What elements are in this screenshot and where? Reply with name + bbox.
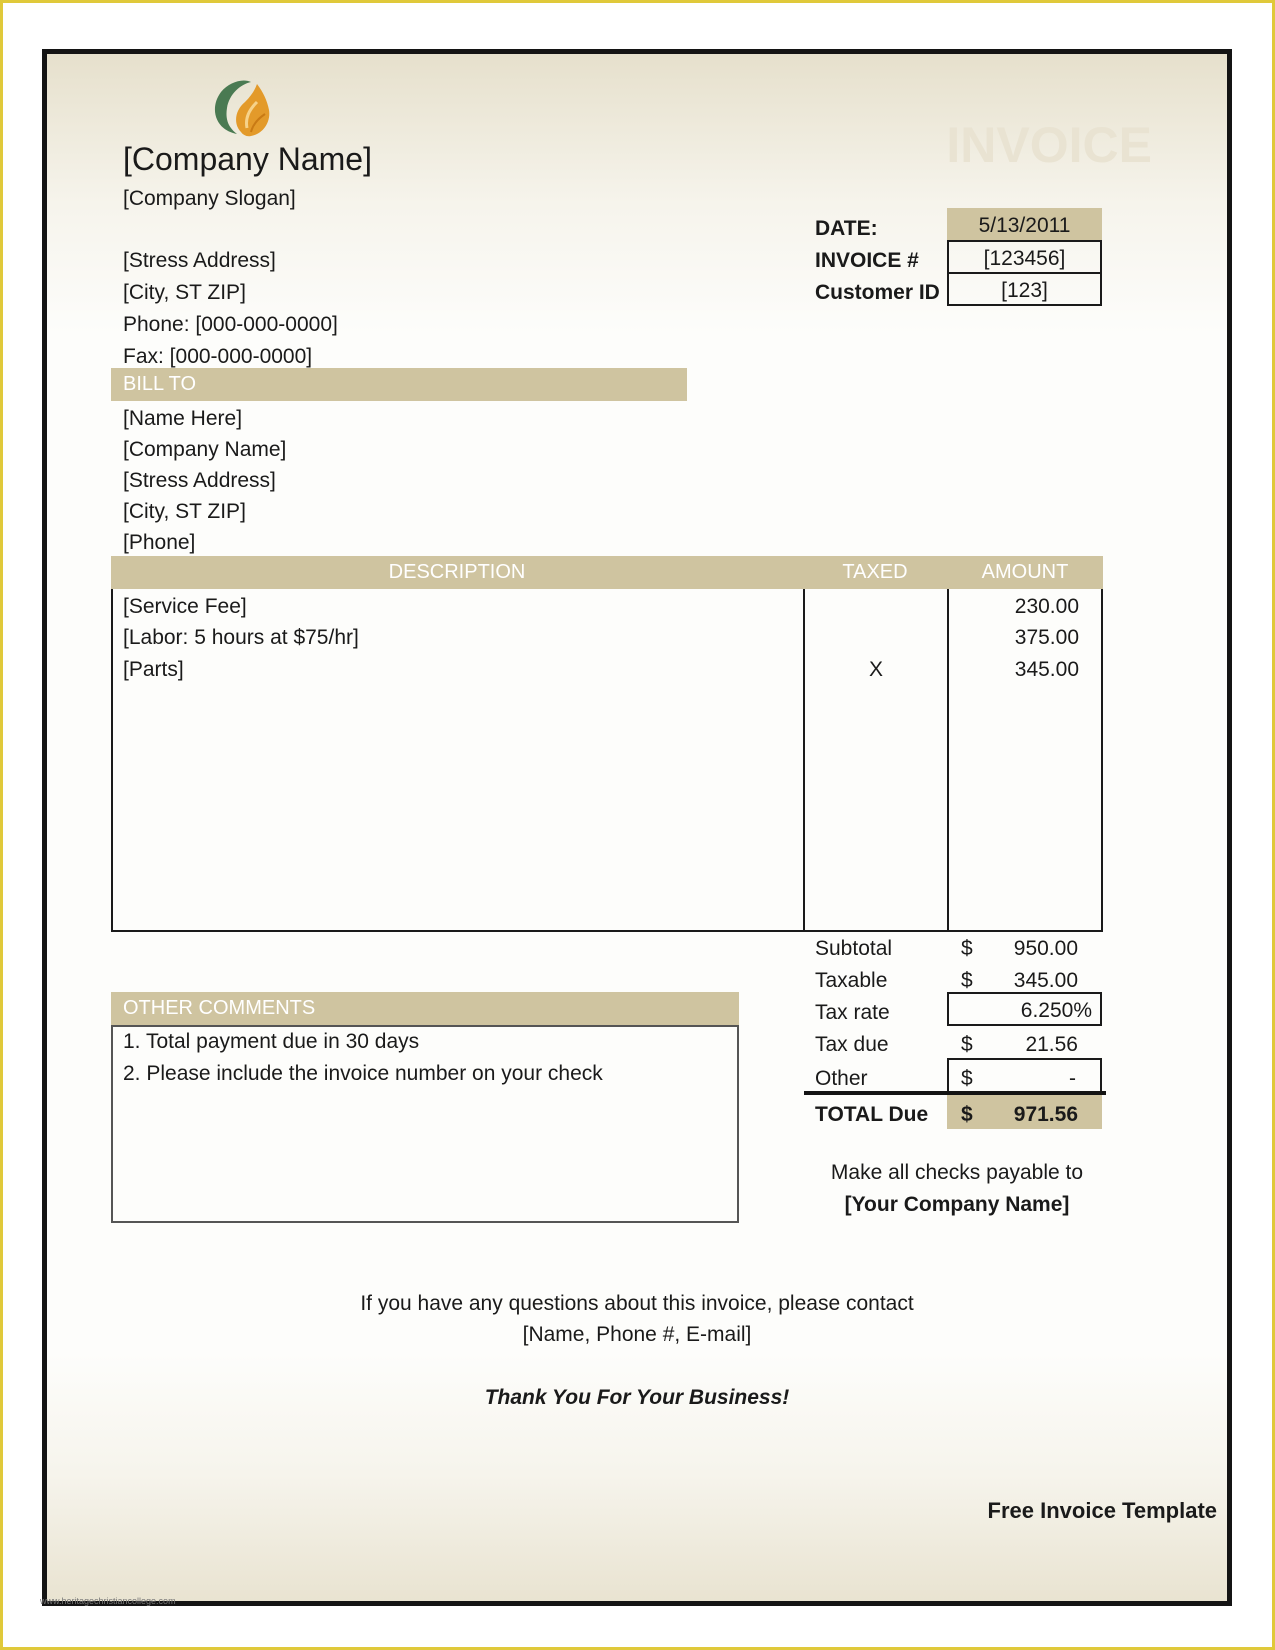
total-due-value: 971.56 <box>1013 1103 1078 1126</box>
other-field[interactable] <box>947 1058 1102 1092</box>
total-due-label: TOTAL Due <box>815 1103 929 1126</box>
company-fax: Fax: [000-000-0000] <box>123 345 313 368</box>
row-amount: 375.00 <box>1014 626 1079 649</box>
comments-header-label: OTHER COMMENTS <box>123 997 316 1019</box>
invoice-page <box>42 49 1232 1606</box>
row-description: [Parts] <box>123 658 184 681</box>
date-cell[interactable] <box>947 208 1102 240</box>
date-label: DATE: <box>815 217 878 240</box>
contact-line-2: [Name, Phone #, E-mail] <box>522 1323 752 1346</box>
comment-line-2: 2. Please include the invoice number on your check <box>123 1062 603 1085</box>
bill-to-city: [City, ST ZIP] <box>123 500 246 523</box>
subtotal-label: Subtotal <box>815 937 893 960</box>
items-header <box>111 556 1103 589</box>
company-address: [Stress Address] <box>123 249 276 272</box>
date-value: 5/13/2011 <box>978 214 1071 237</box>
footer-label: Free Invoice Template <box>987 1498 1217 1523</box>
invoice-number-value: [123456] <box>983 247 1066 270</box>
subtotal-currency: $ <box>961 937 973 960</box>
customer-id-field[interactable] <box>947 272 1102 306</box>
customer-id-value: [123] <box>1001 279 1048 302</box>
company-phone: Phone: [000-000-0000] <box>123 313 338 336</box>
row-taxed: X <box>868 658 883 681</box>
tax-rate-field[interactable] <box>947 992 1102 1026</box>
row-amount: 345.00 <box>1014 658 1079 681</box>
bill-to-header-label: BILL TO <box>123 373 197 395</box>
items-table-body <box>111 589 1103 932</box>
other-currency: $ <box>961 1067 973 1090</box>
thank-you-note: Thank You For Your Business! <box>484 1386 790 1409</box>
company-name: [Company Name] <box>123 141 372 177</box>
comments-box[interactable] <box>111 1025 739 1223</box>
tax-due-currency: $ <box>961 1033 973 1056</box>
bill-to-phone: [Phone] <box>123 531 196 554</box>
taxable-currency: $ <box>961 969 973 992</box>
table-row[interactable] <box>113 623 1101 654</box>
subtotal-value: 950.00 <box>1013 937 1078 960</box>
payable-line-2: [Your Company Name] <box>844 1193 1070 1216</box>
tax-rate-label: Tax rate <box>815 1001 890 1024</box>
other-label: Other <box>815 1067 868 1090</box>
bill-to-name: [Name Here] <box>123 407 243 430</box>
row-description: [Service Fee] <box>123 595 247 618</box>
tax-rate-value: 6.250% <box>1020 999 1092 1022</box>
comments-header <box>111 992 739 1025</box>
table-row[interactable] <box>113 592 1101 623</box>
bill-to-address: [Stress Address] <box>123 469 276 492</box>
total-due-cell <box>947 1095 1102 1129</box>
tax-due-label: Tax due <box>815 1033 889 1056</box>
table-row[interactable] <box>113 655 1101 686</box>
comment-line-1: 1. Total payment due in 30 days <box>123 1030 420 1053</box>
total-due-currency: $ <box>961 1103 973 1126</box>
bill-to-company: [Company Name] <box>123 438 287 461</box>
invoice-title: INVOICE <box>946 117 1152 173</box>
invoice-number-label: INVOICE # <box>815 249 919 272</box>
amount-header: AMOUNT <box>981 561 1069 583</box>
company-slogan: [Company Slogan] <box>123 187 296 210</box>
taxable-value: 345.00 <box>1013 969 1078 992</box>
taxed-header: TAXED <box>842 561 908 583</box>
description-header: DESCRIPTION <box>388 561 526 583</box>
row-amount: 230.00 <box>1014 595 1079 618</box>
company-logo-icon <box>207 72 279 142</box>
customer-id-label: Customer ID <box>815 281 940 304</box>
contact-line-1: If you have any questions about this invoice, please contact <box>360 1292 914 1315</box>
tax-due-value: 21.56 <box>1025 1033 1078 1056</box>
row-description: [Labor: 5 hours at $75/hr] <box>123 626 359 649</box>
bill-to-header <box>111 368 687 401</box>
invoice-number-field[interactable] <box>947 240 1102 274</box>
watermark-text: www.heritagechristiancollege.com <box>40 1596 176 1606</box>
taxable-label: Taxable <box>815 969 888 992</box>
other-value: - <box>1069 1067 1076 1090</box>
payable-line-1: Make all checks payable to <box>830 1161 1084 1184</box>
company-city: [City, ST ZIP] <box>123 281 246 304</box>
